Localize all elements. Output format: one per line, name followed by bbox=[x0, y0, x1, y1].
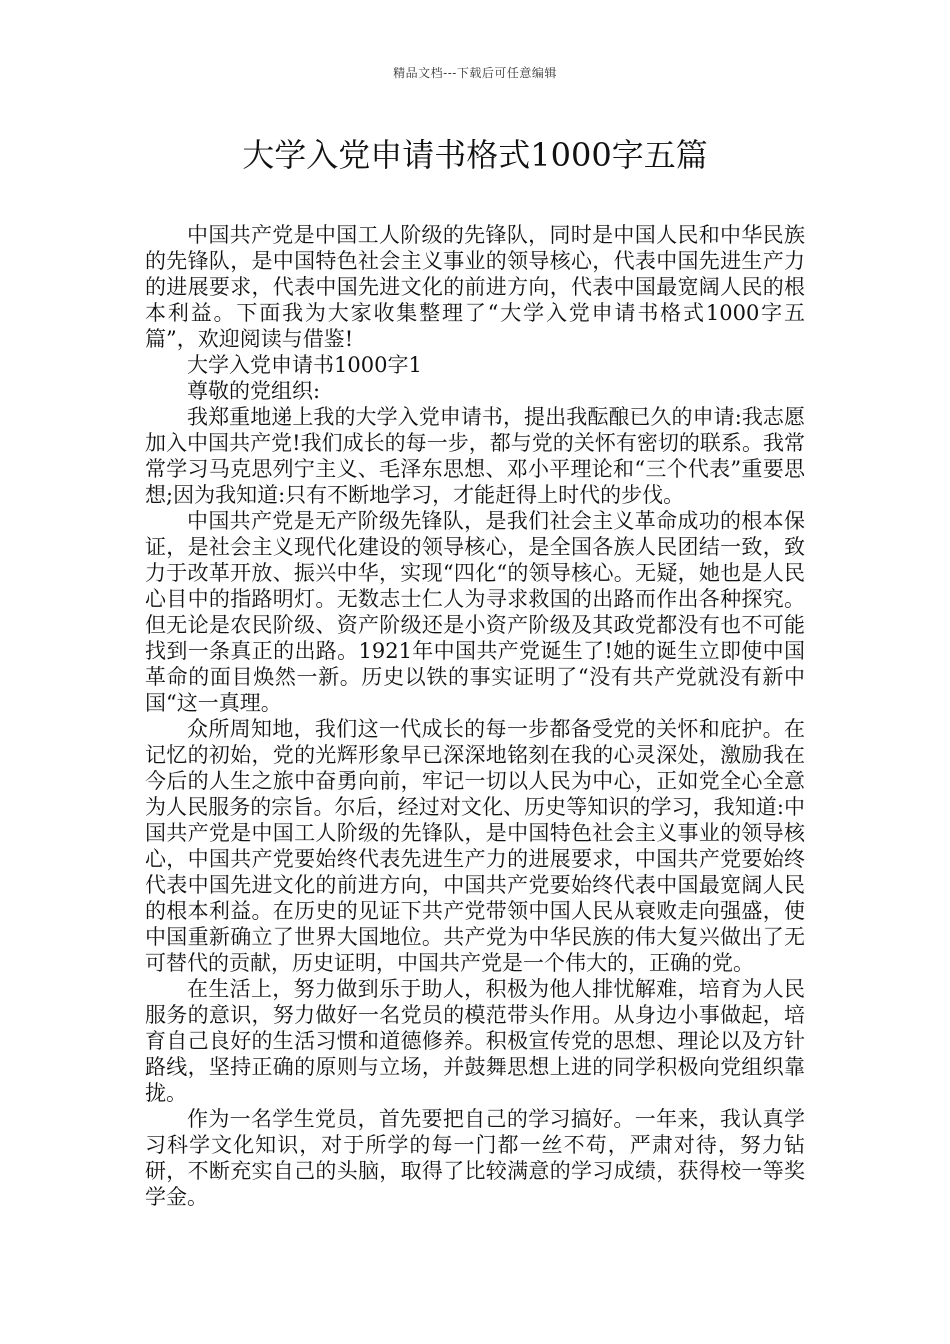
paragraph: 众所周知地，我们这一代成长的每一步都备受党的关怀和庇护。在记忆的初始，党的光辉形象早已深深地铭刻在我的心灵深处，激励我在今后的人生之旅中奋勇向前，牢记一切以人民为中心，正如党全心全意为人民服务的宗旨。尔后，经过对文化、历史等知识的学习，我知道:中国共产党是中国工人阶级的先锋队，是中国特色社会主义事业的领导核心，中国共产党要始终代表先进生产力的进展要求，中国共产党要始终代表中国先进文化的前进方向，中国共产党要始终代表中国最宽阔人民的根本利益。在历史的见证下共产党带领中国人民从衰败走向强盛，使中国重新确立了世界大国地位。共产党为中华民族的伟大复兴做出了无可替代的贡献，历史证明，中国共产党是一个伟大的，正确的党。 bbox=[145, 717, 805, 975]
paragraph-section-heading: 大学入党申请书1000字1 bbox=[187, 353, 422, 377]
paragraph: 我郑重地递上我的大学入党申请书，提出我酝酿已久的申请:我志愿加入中国共产党!我们成长的每一步，都与党的关怀有密切的联系。我常常学习马克思列宁主义、毛泽东思想、邓小平理论和“三个代表”重要思想;因为我知道:只有不断地学习，才能赶得上时代的步伐。 bbox=[145, 405, 805, 507]
document-title: 大学入党申请书格式1000字五篇 bbox=[242, 136, 708, 174]
document-body bbox=[145, 222, 805, 1210]
paragraph: 作为一名学生党员，首先要把自己的学习搞好。一年来，我认真学习科学文化知识，对于所学的每一门都一丝不苟，严肃对待，努力钻研，不断充实自己的头脑，取得了比较满意的学习成绩，获得校一等奖学金。 bbox=[145, 1107, 805, 1209]
paragraph: 在生活上，努力做到乐于助人，积极为他人排忧解难，培育为人民服务的意识，努力做好一名党员的模范带头作用。从身边小事做起，培育自己良好的生活习惯和道德修养。积极宣传党的思想、理论以及方针路线，坚持正确的原则与立场，并鼓舞思想上进的同学积极向党组织靠拢。 bbox=[145, 977, 805, 1105]
page-header: 精品文档---下载后可任意编辑 bbox=[393, 66, 557, 80]
paragraph-salutation: 尊敬的党组织: bbox=[187, 379, 321, 403]
paragraph-intro: 中国共产党是中国工人阶级的先锋队，同时是中国人民和中华民族的先锋队，是中国特色社会主义事业的领导核心，代表中国先进生产力的进展要求，代表中国先进文化的前进方向，代表中国最宽阔人民的根本利益。下面我为大家收集整理了“大学入党申请书格式1000字五篇”，欢迎阅读与借鉴! bbox=[145, 223, 805, 351]
paragraph: 中国共产党是无产阶级先锋队，是我们社会主义革命成功的根本保证，是社会主义现代化建设的领导核心，是全国各族人民团结一致，致力于改革开放、振兴中华，实现“四化“的领导核心。无疑，她也是人民心目中的指路明灯。无数志士仁人为寻求救国的出路而作出各种探究。但无论是农民阶级、资产阶级还是小资产阶级及其政党都没有也不可能找到一条真正的出路。1921年中国共产党诞生了!她的诞生立即使中国革命的面目焕然一新。历史以铁的事实证明了“没有共产党就没有新中国“这一真理。 bbox=[145, 509, 805, 715]
